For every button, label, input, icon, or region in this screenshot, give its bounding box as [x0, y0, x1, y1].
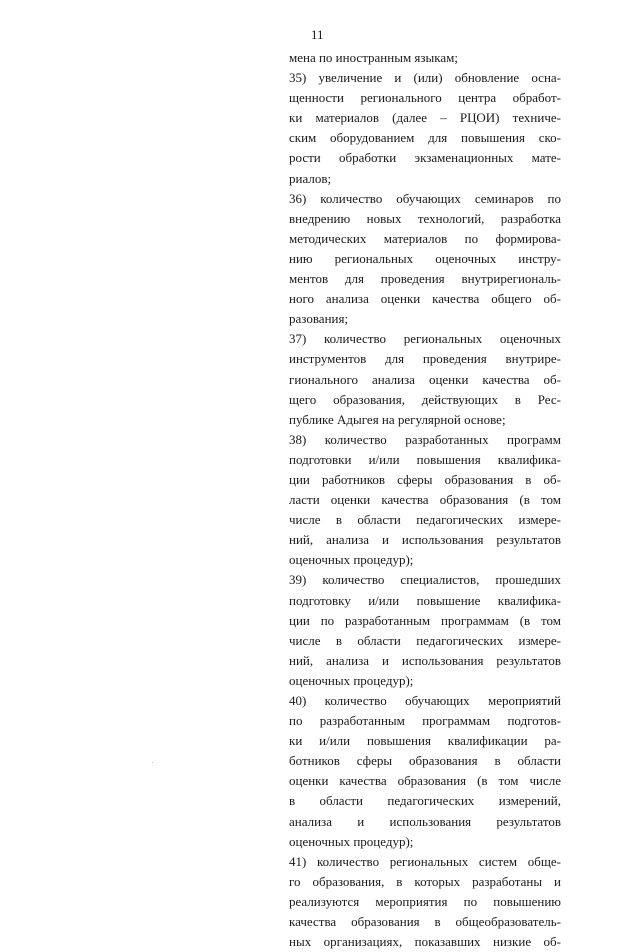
text-line: оценки качества образования (в том числе: [289, 773, 561, 789]
text-line: 39) количество специалистов, прошедших: [289, 572, 561, 588]
text-line: мена по иностранным языкам;: [289, 50, 458, 65]
text-line: 35) увеличение и (или) обновление осна-: [289, 70, 561, 86]
text-line: в области педагогических измерений,: [289, 793, 561, 809]
text-line: щенности регионального центра обработ-: [289, 90, 561, 106]
text-line: ции по разработанным программам (в том: [289, 612, 561, 628]
text-line: 40) количество обучающих мероприятий: [289, 693, 561, 708]
text-line: ний, анализа и использования результатов: [289, 532, 561, 548]
text-line: ных организациях, показавших низкие об-: [289, 934, 561, 950]
scan-speck: [152, 762, 153, 763]
text-line: гионального анализа оценки качества об-: [289, 371, 561, 387]
text-line: публике Адыгея на регулярной основе;: [289, 411, 506, 427]
text-line: внедрению новых технологий, разработка: [289, 210, 561, 226]
text-line: подготовку и/или повышение квалифика-: [289, 592, 561, 608]
text-line: оценочных процедур);: [289, 833, 414, 849]
page-number: 11: [311, 27, 324, 42]
text-line: ки материалов (далее – РЦОИ) техниче-: [289, 110, 561, 126]
text-column: [289, 48, 561, 952]
text-line: 36) количество обучающих семинаров по: [289, 190, 561, 206]
text-line: разования;: [289, 311, 349, 327]
text-line: ским оборудованием для повышения ско-: [289, 130, 561, 146]
text-line: по разработанным программам подготов-: [289, 713, 561, 729]
text-line: ции работников сферы образования в об-: [289, 471, 561, 487]
text-line: нию региональных оценочных инстру-: [289, 250, 561, 266]
text-line: щего образования, действующих в Рес-: [289, 391, 561, 407]
text-line: числе в области педагогических измере-: [289, 512, 561, 528]
text-line: инструментов для проведения внутрире-: [289, 351, 561, 367]
text-line: оценочных процедур);: [289, 552, 414, 568]
text-line: ботников сферы образования в области: [289, 753, 561, 769]
text-line: реализуются мероприятия по повышению: [289, 893, 561, 909]
text-line: риалов;: [289, 170, 332, 186]
text-line: рости обработки экзаменационных мате-: [289, 150, 561, 166]
text-line: оценочных процедур);: [289, 672, 414, 688]
text-line: го образования, в которых разработаны и: [289, 873, 561, 889]
text-line: качества образования в общеобразователь-: [289, 914, 561, 930]
text-line: анализа и использования результатов: [289, 813, 561, 829]
text-line: ного анализа оценки качества общего об-: [289, 291, 561, 307]
text-line: ки и/или повышения квалификации ра-: [289, 733, 561, 749]
text-line: подготовки и/или повышения квалифика-: [289, 451, 561, 467]
text-line: ласти оценки качества образования (в том: [289, 492, 561, 508]
text-line: числе в области педагогических измере-: [289, 632, 561, 648]
text-line: 41) количество региональных систем обще-: [289, 853, 561, 869]
text-line: методических материалов по формирова-: [289, 230, 561, 246]
text-line: ний, анализа и использования результатов: [289, 652, 561, 668]
text-line: 37) количество региональных оценочных: [289, 331, 561, 347]
text-line: 38) количество разработанных программ: [289, 431, 561, 447]
text-line: ментов для проведения внутрирегиональ-: [289, 271, 561, 287]
